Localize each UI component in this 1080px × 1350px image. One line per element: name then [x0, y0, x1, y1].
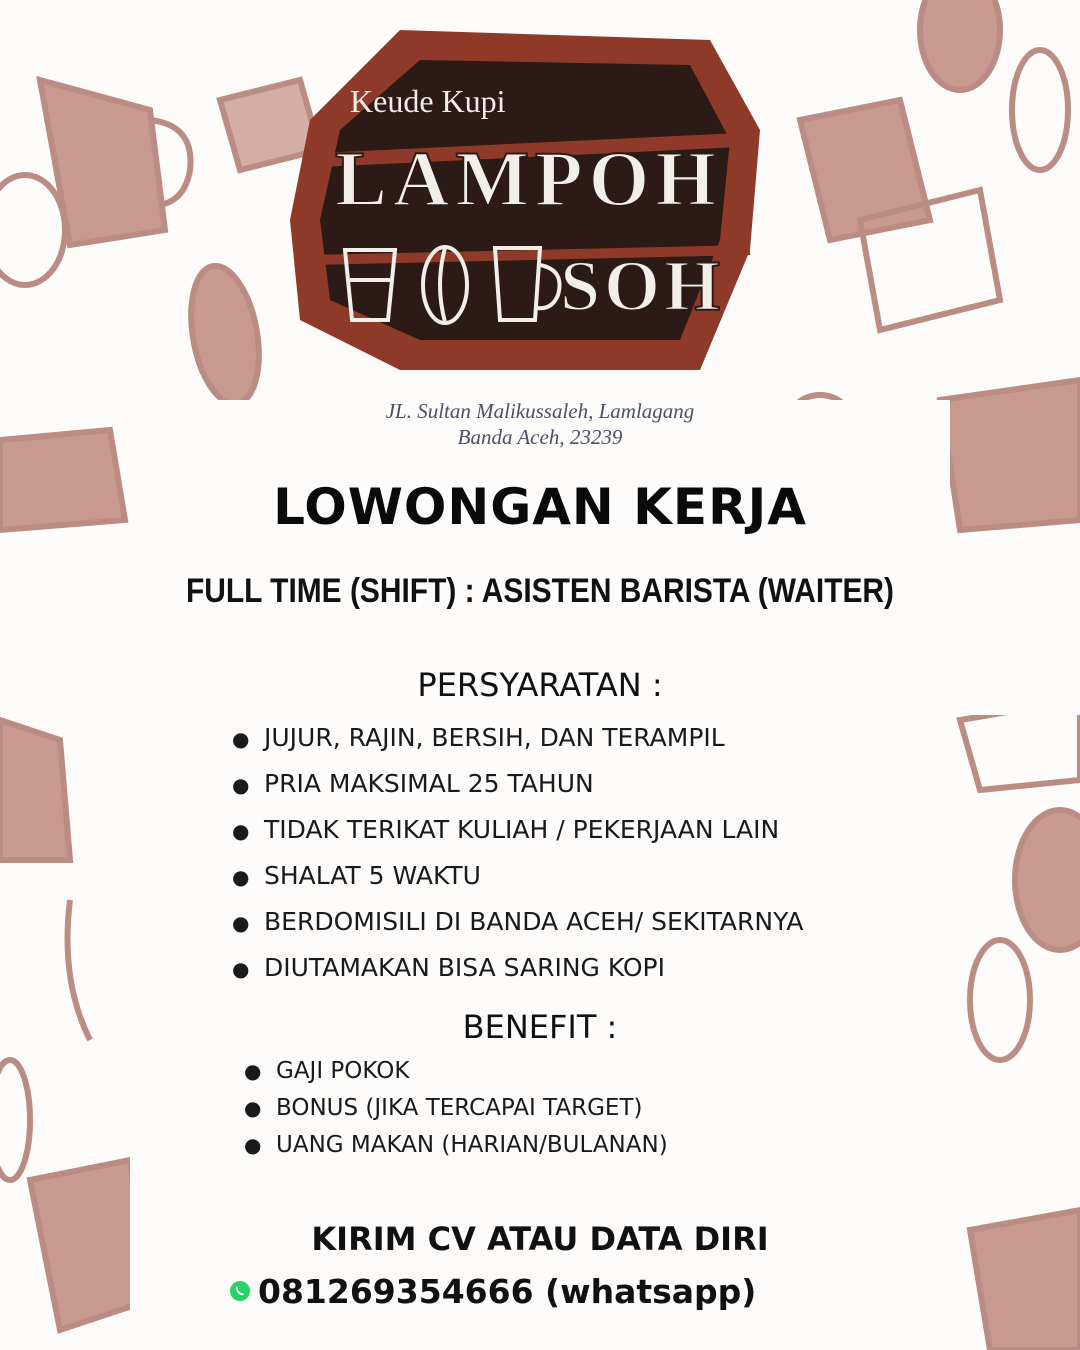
- list-item: ● JUJUR, RAJIN, BERSIH, DAN TERAMPIL: [232, 718, 804, 764]
- address: [240, 398, 840, 450]
- bullet-icon: ●: [244, 1096, 262, 1120]
- list-item: ● SHALAT 5 WAKTU: [232, 856, 804, 902]
- phone-number: 081269354666 (whatsapp): [258, 1272, 757, 1311]
- list-item: ● DIUTAMAKAN BISA SARING KOPI: [232, 948, 804, 994]
- bullet-icon: ●: [232, 957, 250, 981]
- bullet-icon: ●: [244, 1059, 262, 1083]
- whatsapp-icon: [228, 1279, 252, 1303]
- bullet-icon: ●: [232, 911, 250, 935]
- bullet-icon: ●: [232, 819, 250, 843]
- list-item: ● PRIA MAKSIMAL 25 TAHUN: [232, 764, 804, 810]
- bullet-icon: ●: [244, 1133, 262, 1157]
- list-item: ● UANG MAKAN (HARIAN/BULANAN): [244, 1127, 668, 1164]
- benefits-list: [244, 1053, 668, 1164]
- list-item: ● GAJI POKOK: [244, 1053, 668, 1090]
- contact-heading: KIRIM CV ATAU DATA DIRI: [311, 1220, 769, 1258]
- lampoh-soh-logo: [280, 20, 800, 380]
- logo-line2: LAMPOH: [335, 135, 722, 222]
- page-title: LOWONGAN KERJA: [273, 478, 807, 536]
- job-position: FULL TIME (SHIFT) : ASISTEN BARISTA (WAITER): [185, 572, 895, 610]
- bullet-icon: ●: [232, 727, 250, 751]
- logo-line3: SOH: [560, 246, 725, 326]
- contact-phone[interactable]: [228, 1272, 756, 1311]
- bullet-icon: ●: [232, 865, 250, 889]
- bullet-icon: ●: [232, 773, 250, 797]
- list-item: ● BERDOMISILI DI BANDA ACEH/ SEKITARNYA: [232, 902, 804, 948]
- requirements-heading: PERSYARATAN :: [417, 666, 663, 704]
- requirements-list: [232, 718, 804, 994]
- list-item: ● TIDAK TERIKAT KULIAH / PEKERJAAN LAIN: [232, 810, 804, 856]
- benefits-heading: BENEFIT :: [462, 1008, 618, 1046]
- address-line2: Banda Aceh, 23239: [457, 425, 623, 449]
- address-line1: JL. Sultan Malikussaleh, Lamlagang: [385, 399, 695, 423]
- list-item: ● BONUS (JIKA TERCAPAI TARGET): [244, 1090, 668, 1127]
- logo-line1: Keude Kupi: [350, 83, 506, 119]
